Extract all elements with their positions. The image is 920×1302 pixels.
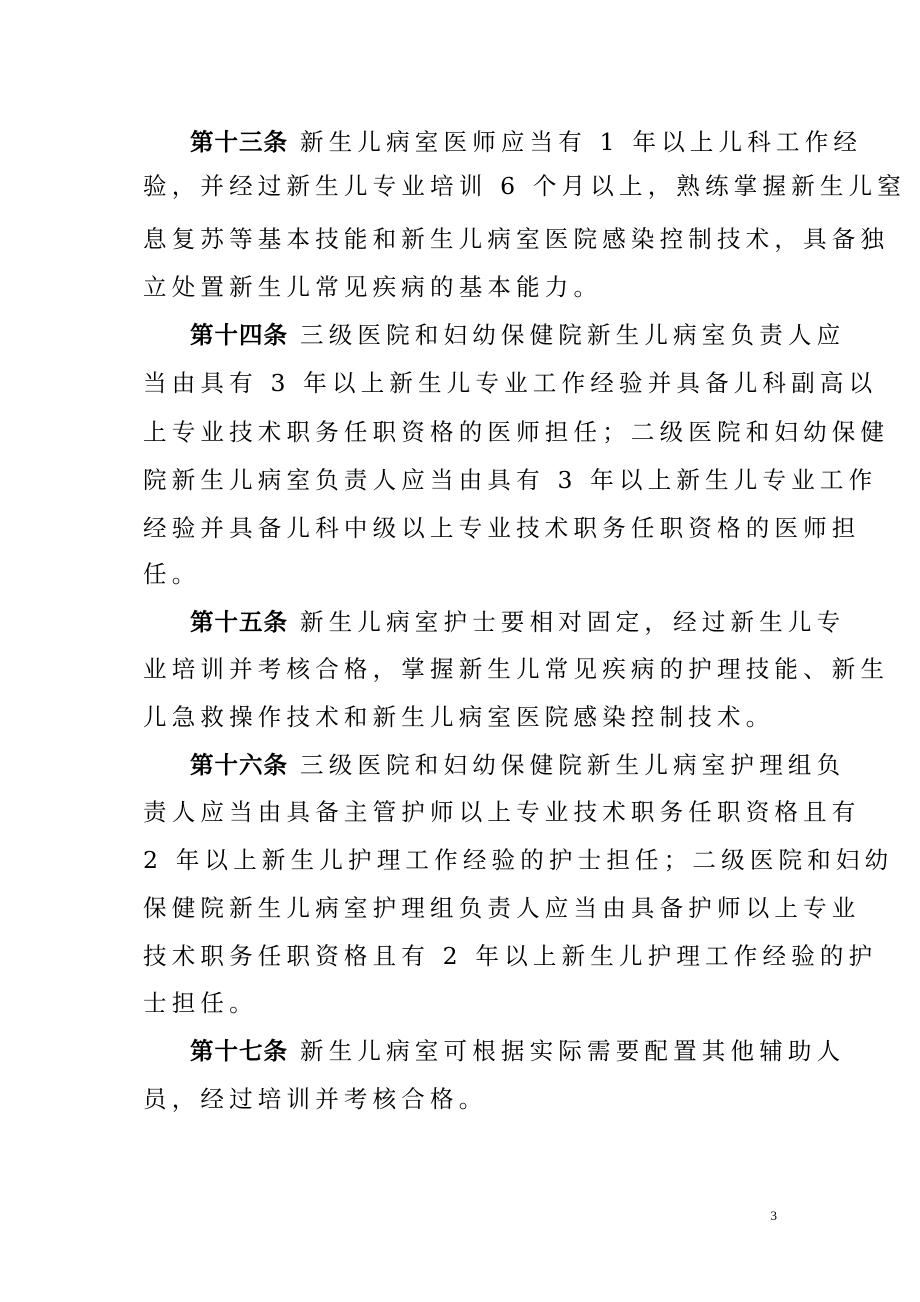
article-13-text-line: 息复苏等基本技能和新生儿病室医院感染控制技术，具备独 xyxy=(143,225,890,253)
article-13-first-line xyxy=(190,122,862,162)
article-16-first-line xyxy=(190,745,845,785)
article-14-label: 第十四条 xyxy=(190,321,288,349)
article-15-text-line: 业培训并考核合格，掌握新生儿常见疾病的护理技能、新生 xyxy=(143,655,890,683)
article-16-text-line: 三级医院和妇幼保健院新生儿病室护理组负 xyxy=(300,751,846,779)
article-14-first-line xyxy=(190,315,845,355)
article-16-label: 第十六条 xyxy=(190,751,288,779)
page-number: 3 xyxy=(770,1208,777,1223)
article-16-text-line: 保健院新生儿病室护理组负责人应当由具备护师以上专业 xyxy=(143,894,861,922)
article-16-text-line: 责人应当由具备主管护师以上专业技术职务任职资格且有 xyxy=(143,798,861,826)
article-13-text-line: 验，并经过新生儿专业培训 6 个月以上，熟练掌握新生儿窒 xyxy=(143,172,906,200)
article-15-label: 第十五条 xyxy=(190,608,288,636)
article-15-first-line xyxy=(190,602,845,642)
article-13-label: 第十三条 xyxy=(190,128,288,156)
article-16-text-line: 技术职务任职资格且有 2 年以上新生儿护理工作经验的护 xyxy=(143,942,878,970)
article-14-text-line: 院新生儿病室负责人应当由具有 3 年以上新生儿专业工作 xyxy=(143,466,878,494)
article-14-text-line: 当由具有 3 年以上新生儿专业工作经验并具备儿科副高以 xyxy=(143,369,878,397)
article-15-text-line: 儿急救操作技术和新生儿病室医院感染控制技术。 xyxy=(143,703,775,731)
article-14-text-line: 上专业技术职务任职资格的医师担任；二级医院和妇幼保健 xyxy=(143,418,890,446)
article-14-text-line: 经验并具备儿科中级以上专业技术职务任职资格的医师担 xyxy=(143,514,861,542)
article-16-text-line: 2 年以上新生儿护理工作经验的护士担任；二级医院和妇幼 xyxy=(143,846,894,874)
article-17-label: 第十七条 xyxy=(190,1037,288,1065)
article-17-text-line: 新生儿病室可根据实际需要配置其他辅助人 xyxy=(300,1037,846,1065)
article-16-text-line: 士担任。 xyxy=(143,989,258,1017)
article-17-first-line xyxy=(190,1031,845,1071)
article-14-text-line: 三级医院和妇幼保健院新生儿病室负责人应 xyxy=(300,321,846,349)
article-13-text-line: 立处置新生儿常见疾病的基本能力。 xyxy=(143,273,603,301)
article-17-text-line: 员，经过培训并考核合格。 xyxy=(143,1085,488,1113)
article-13-text-line: 新生儿病室医师应当有 1 年以上儿科工作经 xyxy=(300,128,863,156)
article-15-text-line: 新生儿病室护士要相对固定，经过新生儿专 xyxy=(300,608,846,636)
article-14-text-line: 任。 xyxy=(143,560,201,588)
